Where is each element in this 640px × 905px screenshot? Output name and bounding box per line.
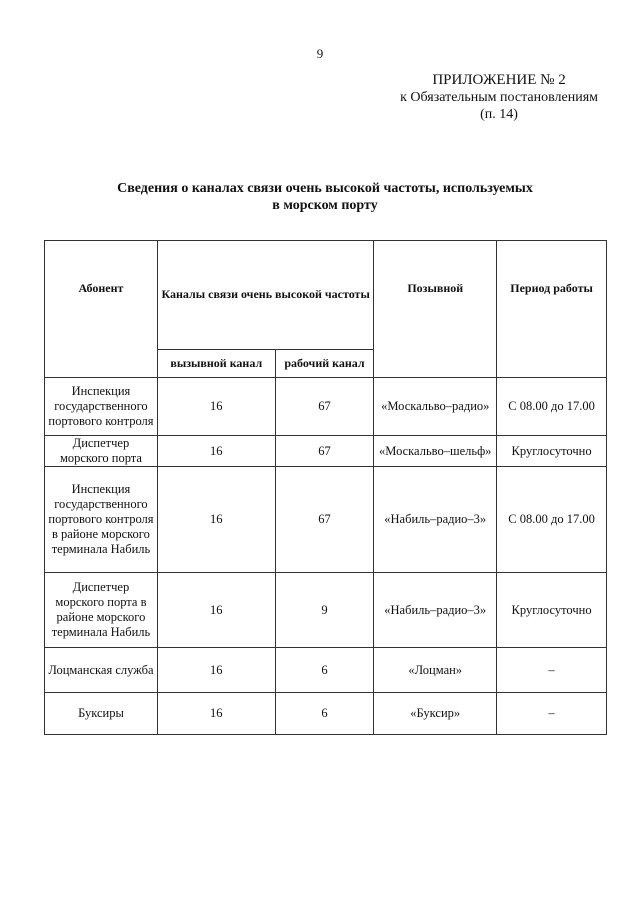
cell-subscriber: Диспетчер морского порта в районе морского терминала Набиль xyxy=(45,573,158,648)
cell-subscriber: Буксиры xyxy=(45,693,158,735)
cell-work-channel: 67 xyxy=(275,467,374,573)
header-work-channel: рабочий канал xyxy=(275,349,374,377)
cell-callsign: «Москальво–радио» xyxy=(374,378,497,436)
header-period: Период работы xyxy=(497,241,607,378)
cell-call-channel: 16 xyxy=(157,378,275,436)
cell-call-channel: 16 xyxy=(157,693,275,735)
cell-period: Круглосуточно xyxy=(497,573,607,648)
header-callsign: Позывной xyxy=(374,241,497,378)
appendix-reference: к Обязательным постановлениям xyxy=(400,90,598,105)
table-row xyxy=(45,693,607,735)
cell-callsign: «Лоцман» xyxy=(374,648,497,693)
cell-period: – xyxy=(497,648,607,693)
table-row xyxy=(45,436,607,467)
document-title-line2: в морском порту xyxy=(272,198,378,213)
cell-call-channel: 16 xyxy=(157,648,275,693)
cell-period: С 08.00 до 17.00 xyxy=(497,467,607,573)
cell-callsign: «Москальво–шельф» xyxy=(374,436,497,467)
appendix-title: ПРИЛОЖЕНИЕ № 2 xyxy=(432,72,566,88)
cell-period: С 08.00 до 17.00 xyxy=(497,378,607,436)
cell-callsign: «Набиль–радио–3» xyxy=(374,467,497,573)
cell-subscriber: Инспекция государственного портового контроля xyxy=(45,378,158,436)
cell-work-channel: 6 xyxy=(275,693,374,735)
cell-period: Круглосуточно xyxy=(497,436,607,467)
table-row xyxy=(45,378,607,436)
cell-work-channel: 6 xyxy=(275,648,374,693)
cell-callsign: «Буксир» xyxy=(374,693,497,735)
document-title xyxy=(50,180,600,214)
table-header-row xyxy=(45,241,607,350)
header-subscriber: Абонент xyxy=(45,241,158,378)
cell-call-channel: 16 xyxy=(157,573,275,648)
appendix-block xyxy=(400,72,598,123)
cell-work-channel: 67 xyxy=(275,378,374,436)
cell-subscriber: Лоцманская служба xyxy=(45,648,158,693)
cell-subscriber: Диспетчер морского порта xyxy=(45,436,158,467)
cell-work-channel: 67 xyxy=(275,436,374,467)
table-row xyxy=(45,648,607,693)
channels-table xyxy=(44,240,607,735)
cell-subscriber: Инспекция государственного портового контроля в районе морского терминала Набиль xyxy=(45,467,158,573)
cell-callsign: «Набиль–радио–3» xyxy=(374,573,497,648)
header-channels: Каналы связи очень высокой частоты xyxy=(157,241,373,350)
cell-call-channel: 16 xyxy=(157,436,275,467)
page-number: 9 xyxy=(316,46,324,61)
table-row xyxy=(45,573,607,648)
appendix-paragraph: (п. 14) xyxy=(480,107,518,122)
document-title-line1: Сведения о каналах связи очень высокой частоты, используемых xyxy=(117,181,533,196)
header-call-channel: вызывной канал xyxy=(157,349,275,377)
table-row xyxy=(45,467,607,573)
cell-call-channel: 16 xyxy=(157,467,275,573)
cell-period: – xyxy=(497,693,607,735)
cell-work-channel: 9 xyxy=(275,573,374,648)
